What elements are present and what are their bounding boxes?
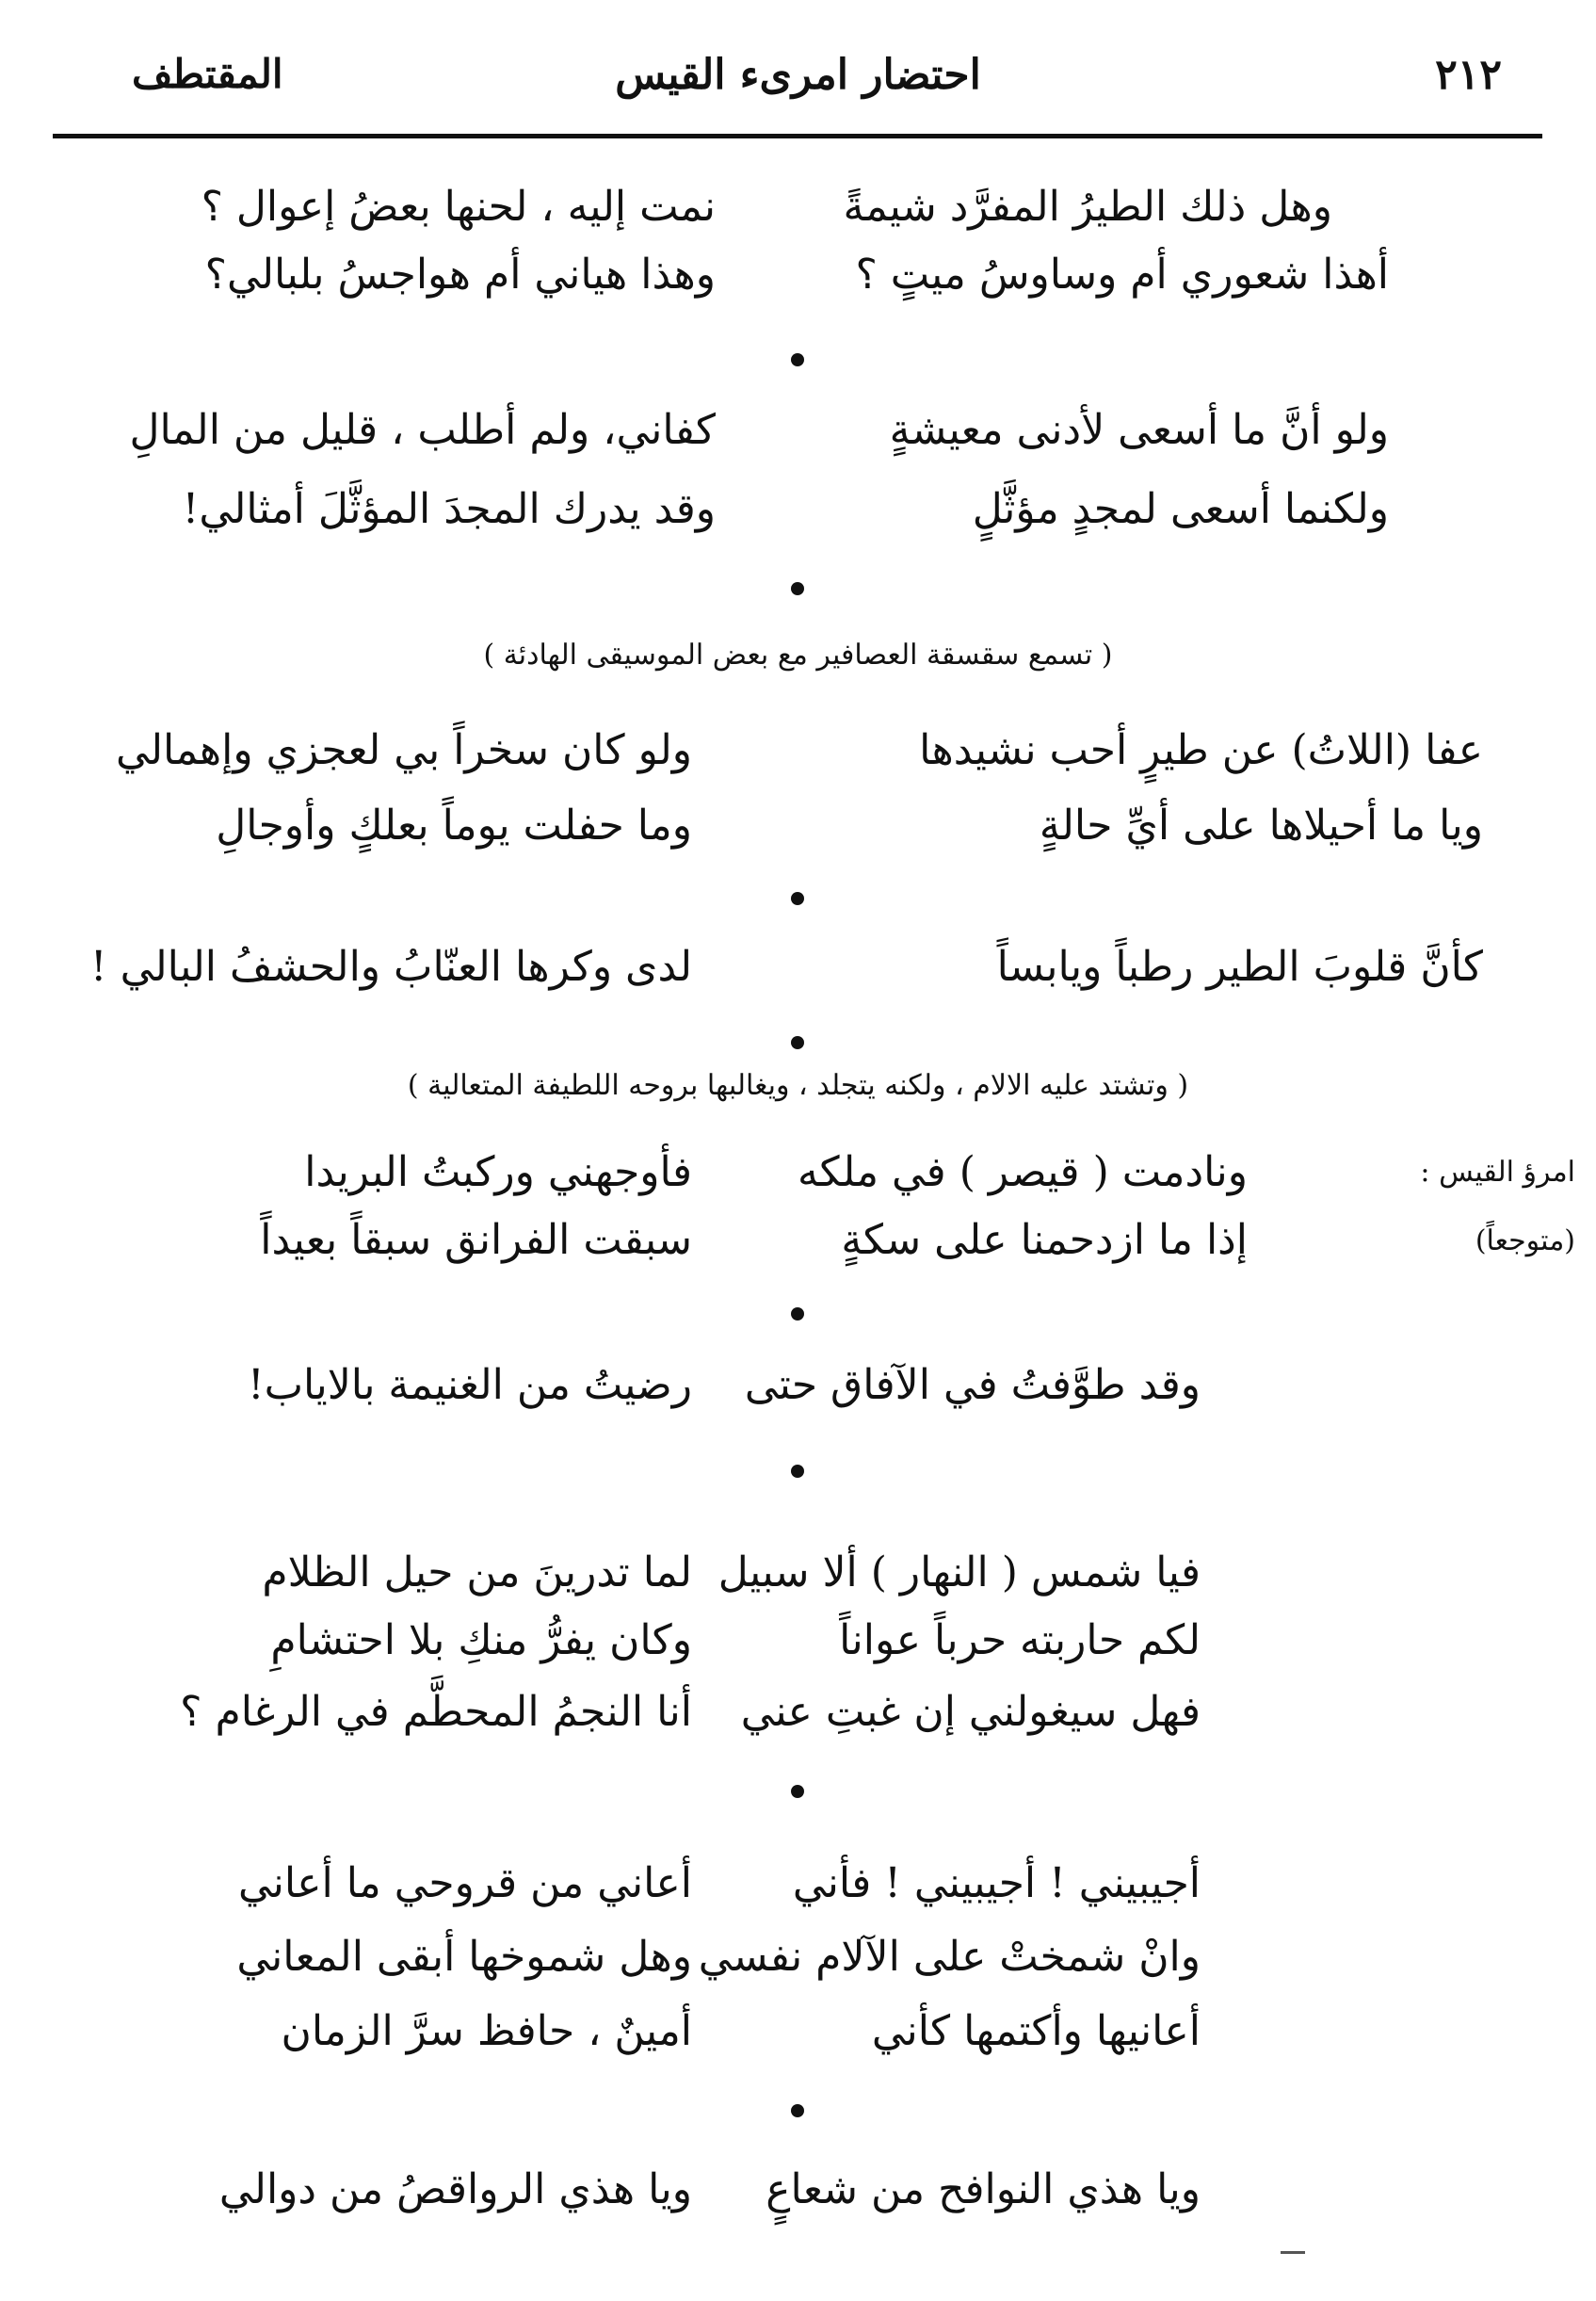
verse-line	[56, 1915, 1540, 2000]
second-hemistich: وما حفلت يوماً بعلكٍ وأوجالِ	[216, 802, 692, 850]
verse-line	[56, 1841, 1540, 1926]
verse-line	[56, 2147, 1540, 2232]
verse-line	[56, 233, 1540, 317]
second-hemistich: ويا هذي الرواقصُ من دوالي	[218, 2165, 692, 2213]
verse-line	[56, 388, 1540, 473]
stanza-separator	[791, 2104, 804, 2117]
verse-line	[56, 784, 1540, 868]
verse-line	[56, 467, 1540, 552]
second-hemistich: ولو كان سخراً بي لعجزي وإهمالي	[115, 726, 692, 774]
verse-line	[56, 1198, 1540, 1283]
verse-line	[56, 925, 1540, 1010]
first-hemistich: أهذا شعوري أم وساوسُ ميتٍ ؟	[855, 251, 1389, 299]
first-hemistich: ولكنما أسعى لمجدٍ مؤثَّلٍ	[972, 485, 1389, 533]
second-hemistich: نمت إليه ، لحنها بعضُ إعوال ؟	[201, 183, 716, 231]
speaker-label: (متوجعاً)	[1475, 1224, 1575, 1257]
stanza-separator	[791, 1465, 804, 1478]
first-hemistich: أعانيها وأكتمها كأني	[871, 2007, 1201, 2055]
verse-line	[56, 1343, 1540, 1428]
first-hemistich: فهل سيغولني إن غبتِ عني	[740, 1688, 1201, 1736]
first-hemistich: ويا هذي النوافح من شعاعٍ	[766, 2165, 1201, 2213]
first-hemistich: وانْ شمختْ على الآلام نفسي	[698, 1933, 1201, 1981]
second-hemistich: فأوجهني وركبتُ البريدا	[304, 1148, 692, 1196]
stanza-separator	[791, 1307, 804, 1321]
first-hemistich: فيا شمس ( النهار ) ألا سبيل	[717, 1548, 1201, 1596]
second-hemistich: أنا النجمُ المحطَّم في الرغام ؟	[180, 1688, 692, 1736]
page-title: احتضار امرىء القيس	[615, 51, 981, 99]
first-hemistich: لكم حاربته حرباً عواناً	[839, 1616, 1201, 1664]
speaker-label: امرؤ القيس :	[1420, 1156, 1575, 1189]
stanza-separator	[791, 582, 804, 595]
first-hemistich: إذا ما ازدحمنا على سكةٍ	[841, 1216, 1248, 1264]
header-rule	[53, 134, 1542, 138]
first-hemistich: ونادمت ( قيصر ) في ملكه	[797, 1148, 1248, 1196]
stage-direction: ( تسمع سقسقة العصافير مع بعض الموسيقى الهادئة )	[483, 639, 1113, 672]
second-hemistich: وهذا هياني أم هواجسُ بلبالي؟	[204, 251, 716, 299]
running-header	[56, 38, 1540, 132]
verse-line	[56, 1670, 1540, 1755]
verse-line	[56, 1989, 1540, 2074]
second-hemistich: وقد يدرك المجدَ المؤثَّلَ أمثالي!	[182, 485, 716, 533]
stanza-separator	[791, 1785, 804, 1798]
second-hemistich: رضيتُ من الغنيمة بالاياب!	[247, 1361, 692, 1409]
page-number: ٢١٢	[1435, 51, 1502, 99]
first-hemistich: ولو أنَّ ما أسعى لأدنى معيشةٍ	[889, 406, 1389, 454]
first-hemistich: وهل ذلك الطيرُ المفرَّد شيمةً	[843, 183, 1332, 231]
second-hemistich: أعاني من قروحي ما أعاني	[237, 1859, 692, 1907]
first-hemistich: كأنَّ قلوبَ الطير رطباً ويابساً	[996, 943, 1483, 991]
stage-direction: ( وتشتد عليه الالام ، ولكنه يتجلد ، ويغالبها بروحه اللطيفة المتعالية )	[407, 1069, 1189, 1102]
second-hemistich: كفاني، ولم أطلب ، قليل من المالِ	[129, 406, 716, 454]
first-hemistich: وقد طوَّفتُ في الآفاق حتى	[744, 1361, 1201, 1409]
stanza-separator	[791, 1036, 804, 1049]
first-hemistich: عفا (اللاتُ) عن طيرٍ أحب نشيدها	[919, 726, 1483, 774]
second-hemistich: سبقت الفرانق سبقاً بعيداً	[260, 1216, 692, 1264]
second-hemistich: لما تدرينَ من حيل الظلام	[262, 1548, 692, 1596]
print-mark	[1281, 2251, 1305, 2254]
stanza-separator	[791, 892, 804, 905]
second-hemistich: وهل شموخها أبقى المعاني	[236, 1933, 692, 1981]
second-hemistich: أمينٌ ، حافظ سرَّ الزمان	[281, 2007, 692, 2055]
second-hemistich: وكان يفرُّ منكِ بلا احتشامِ	[270, 1616, 692, 1664]
first-hemistich: ويا ما أحيلاها على أيِّ حالةٍ	[1039, 802, 1483, 850]
second-hemistich: لدى وكرها العنّابُ والحشفُ البالي !	[89, 943, 692, 991]
verse-line	[56, 708, 1540, 793]
first-hemistich: أجيبيني ! أجيبيني ! فأني	[792, 1859, 1201, 1907]
stanza-separator	[791, 353, 804, 366]
journal-name: المقتطف	[132, 51, 283, 97]
